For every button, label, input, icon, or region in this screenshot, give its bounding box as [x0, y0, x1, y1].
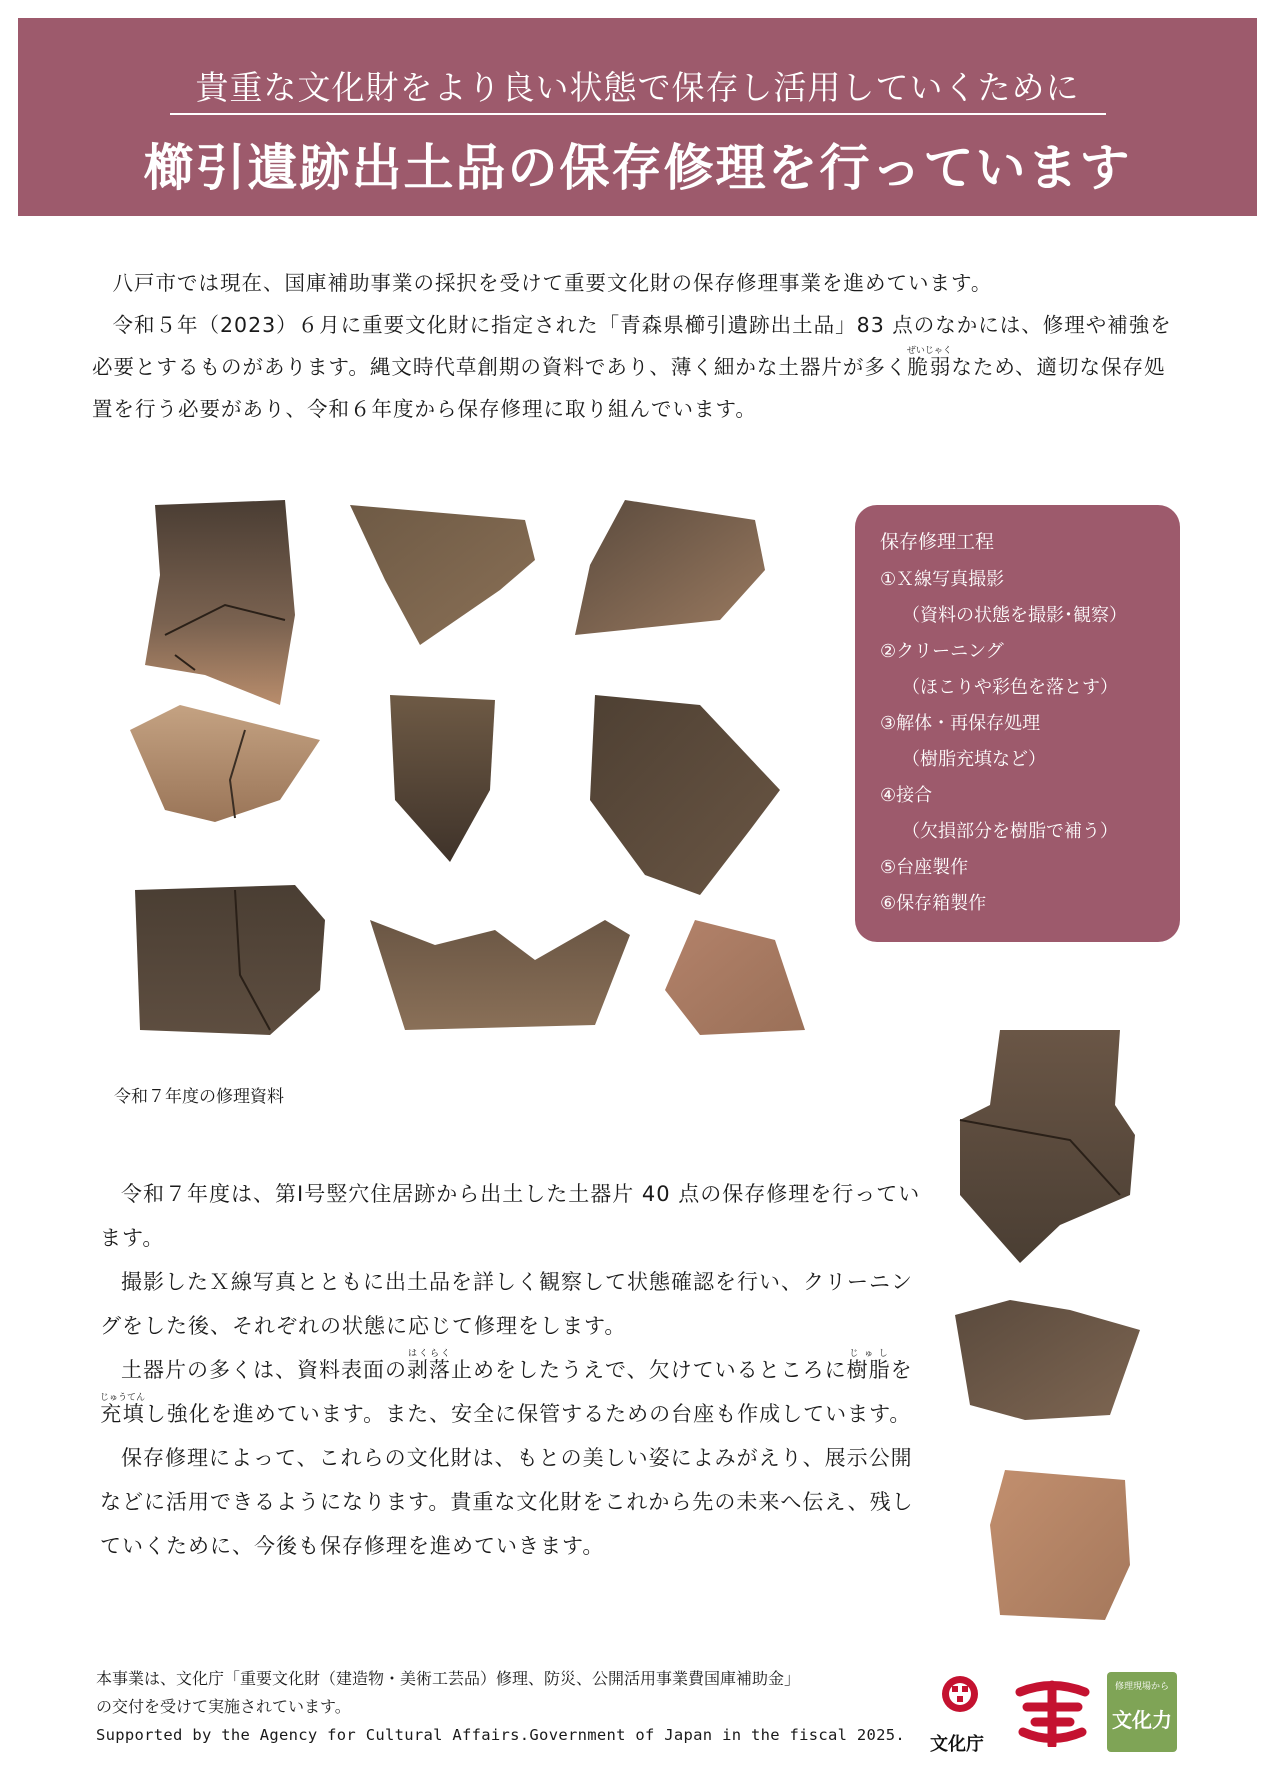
process-step: ⑥保存箱製作: [880, 893, 987, 914]
photo-caption: 令和７年度の修理資料: [114, 1087, 284, 1107]
process-step: ②クリーニング: [880, 641, 1004, 662]
banner-subtitle: 貴重な文化財をより良い状態で保存し活用していくために: [18, 62, 1257, 109]
pottery-sherd-photo: [345, 500, 540, 650]
body-paragraph-2: 撮影したＸ線写真とともに出土品を詳しく観察して状態確認を行い、クリーニングをした後、それぞれの状態に応じて修理をします。: [100, 1270, 913, 1338]
bunkacho-logo-text: 文化庁: [930, 1734, 984, 1755]
pottery-sherd-photo: [385, 690, 500, 865]
process-step: ①Ｘ線写真撮影: [880, 569, 1005, 590]
pottery-sherd-photo: [135, 495, 300, 710]
process-step-note: （ほこりや彩色を落とす）: [902, 677, 1118, 698]
body-paragraph-3: 土器片の多くは、資料表面の剥落はくらく止めをしたうえで、欠けているところに樹脂じゅしを充填じゅうてんし強化を進めています。また、安全に保管するための台座も作成しています。: [100, 1349, 913, 1426]
footer-english: Supported by the Agency for Cultural Affairs.Government of Japan in the fiscal 2025.: [96, 1726, 906, 1744]
footer-line: の交付を受けて実施されています。: [96, 1697, 351, 1716]
intro-text: [92, 262, 1186, 430]
intro-paragraph-1: 八戸市では現在、国庫補助事業の採択を受けて重要文化財の保存修理事業を進めています。: [112, 271, 993, 295]
bunkaryoku-text: 文化力: [1112, 1708, 1172, 1732]
pottery-photos: [120, 485, 820, 1065]
process-panel: [855, 505, 1180, 942]
body-paragraph-4: 保存修理によって、これらの文化財は、もとの美しい姿によみがえり、展示公開などに活用できるようになります。貴重な文化財をこれから先の未来へ伝え、残していくために、今後も保存修理を進めていきます。: [100, 1446, 914, 1558]
bunkacho-mark-icon: [942, 1676, 978, 1712]
bunkaryoku-logo: [1107, 1672, 1177, 1752]
pottery-sherd-photo: [125, 700, 325, 825]
pottery-sherd-photo: [130, 880, 330, 1040]
footer-note: [96, 1665, 905, 1749]
ruby-jushi: 樹脂じゅし: [846, 1349, 891, 1382]
pottery-sherd-photo: [365, 915, 635, 1035]
ruby-hakuraku: 剥落はくらく: [407, 1349, 451, 1382]
process-title: 保存修理工程: [880, 531, 995, 553]
pottery-sherd-photo: [585, 690, 790, 900]
pottery-sherd-photo: [985, 1465, 1135, 1625]
footer-line: 本事業は、文化庁「重要文化財（建造物・美術工芸品）修理、防災、公開活用事業費国庫補助金」: [96, 1669, 801, 1688]
banner-title: 櫛引遺跡出土品の保存修理を行っています: [143, 138, 1132, 197]
process-step: ④接合: [880, 785, 933, 806]
ruby-juten: 充填じゅうてん: [100, 1393, 146, 1426]
ruby-zeijaku: 脆弱ぜいじゃく: [906, 346, 952, 379]
bunkaryoku-small-text: 修理現場から: [1114, 1682, 1170, 1692]
pottery-sherd-photo: [660, 915, 810, 1040]
city-emblem-icon: [1015, 1677, 1090, 1747]
process-step-note: （欠損部分を樹脂で補う）: [902, 821, 1118, 842]
body-paragraph-1: 令和７年度は、第Ⅰ号竪穴住居跡から出土した土器片 40 点の保存修理を行っています。: [100, 1182, 921, 1250]
body-text: [100, 1172, 925, 1568]
repair-photos: [940, 1025, 1180, 1625]
process-step-note: （資料の状態を撮影･観察）: [902, 605, 1127, 626]
pottery-sherd-photo: [950, 1295, 1145, 1425]
title-banner: [18, 18, 1257, 216]
process-step: ③解体・再保存処理: [880, 713, 1041, 734]
pottery-sherd-photo: [950, 1025, 1135, 1265]
process-list: [880, 562, 1127, 922]
process-step: ⑤台座製作: [880, 857, 969, 878]
process-step-note: （樹脂充填など）: [902, 749, 1046, 770]
intro-paragraph-2: 令和５年（2023）６月に重要文化財に指定された「青森県櫛引遺跡出土品」83 点のなかには、修理や補強を必要とするものがあります。縄文時代草創期の資料であり、薄く細かな土器片が多く脆弱ぜいじゃくなため、適切な保存処置を行う必要があり、令和６年度から保存修理に取り組んでいます。: [92, 313, 1172, 421]
bunkacho-logo: [915, 1672, 1000, 1757]
logo-group: [915, 1672, 1177, 1757]
pottery-sherd-photo: [570, 495, 770, 640]
